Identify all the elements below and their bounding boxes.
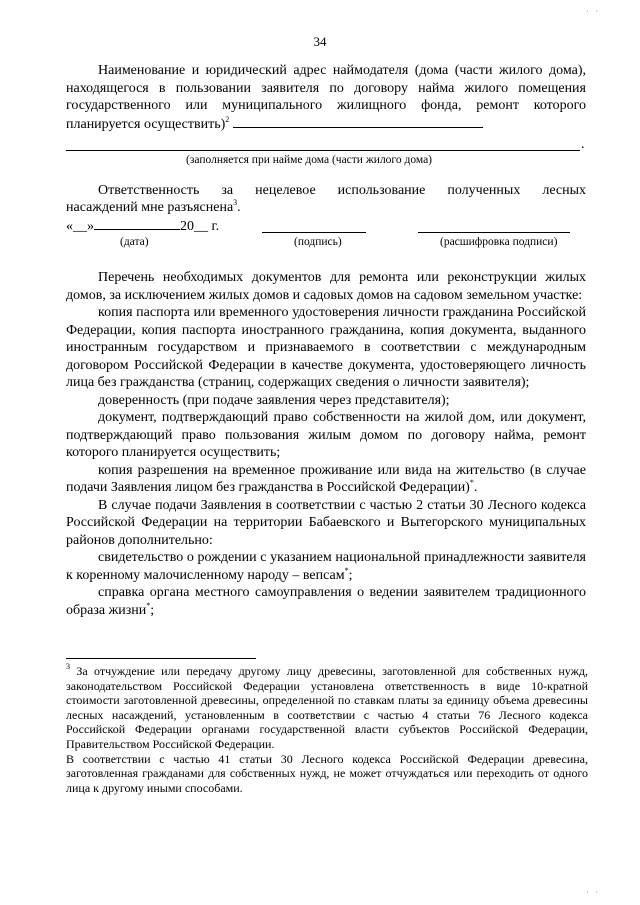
asterisk-ref: * bbox=[469, 478, 474, 487]
footnote-text-1: За отчуждение или передачу другому лицу древесины, заготовленной для собственных нужд, законодательством Российской Федерации установлена ответственность в виде 10-кратной стоимости заготовленной древесины, определенной по ставкам платы за единицу объема древесины лесных насаждений, установленным в соответствии с частью 4 статьи 76 Лесного кодекса Российской Федерации органами государственной власти субъектов Российской Федерации, Правительством Российской Федерации. bbox=[66, 664, 588, 751]
responsibility-line2: насаждений мне разъяснена$^3$. bbox=[66, 198, 241, 215]
document-item-birth-certificate bbox=[66, 549, 586, 584]
document-item-traditional-life bbox=[66, 584, 586, 619]
document-item-residence-permit bbox=[66, 462, 586, 497]
asterisk-ref: * bbox=[146, 600, 151, 610]
landlord-end-dot: . bbox=[581, 137, 585, 152]
document-item-power-of-attorney: доверенность (при подаче заявления через представителя); bbox=[98, 392, 450, 408]
landlord-blank-line[interactable] bbox=[66, 150, 580, 151]
documents-section bbox=[66, 269, 586, 619]
landlord-paragraph bbox=[66, 62, 586, 132]
footnote-paragraph-1 bbox=[66, 664, 588, 752]
documents-intro: Перечень необходимых документов для ремонта или реконструкции жилых домов, за исключением жилых домов и садовых домов на садовом земельном участке: bbox=[66, 270, 586, 303]
document-item-birth-certificate-text: свидетельство о рождении с указанием национальной принадлежности заявителя к коренному малочисленному народу – вепсам bbox=[66, 550, 586, 583]
scan-mark-bottom: · · bbox=[586, 887, 601, 897]
page-number: 34 bbox=[313, 34, 327, 49]
footnote-number: 3 bbox=[66, 662, 70, 671]
document-item-end: ; bbox=[150, 602, 155, 618]
footnote-paragraph-2: В соответствии с частью 41 статьи 30 Лесного кодекса Российской Федерации древесина, заготовленная гражданами для собственных нужд, не может отчуждаться или переходить от одного лица к другому иными способами. bbox=[66, 751, 588, 795]
signature-line[interactable] bbox=[262, 232, 366, 233]
footnote-separator bbox=[66, 658, 256, 659]
scan-mark-top: · · bbox=[586, 6, 601, 16]
document-item-end: . bbox=[473, 480, 478, 495]
footnote-3 bbox=[66, 664, 588, 795]
landlord-text: Наименование и юридический адрес наймодателя (дома (части жилого дома), находящегося в пользовании заявителя по договору найма жилого помещения государственного или муниципального жилищного фонда, ремонт которого планируется осуществить) bbox=[66, 63, 586, 132]
responsibility-line1: Ответственность за нецелевое использование полученных лесных bbox=[98, 183, 586, 198]
document-item-passport: копия паспорта или временного удостоверения личности гражданина Российской Федерации, копия паспорта иностранного гражданина, копия документа, выданного иностранным государством и признаваемого в соответствии с международным договором Российской Федерации в качестве документа, удостоверяющего личность лица без гражданства (страниц, содержащих сведения о личности заявителя); bbox=[66, 305, 586, 390]
footnote-ref-2: 2 bbox=[225, 114, 230, 124]
date-month-field[interactable] bbox=[94, 217, 180, 230]
landlord-blank[interactable] bbox=[233, 115, 483, 128]
footnote-ref-3: 3 bbox=[233, 198, 238, 207]
document-item-ownership: документ, подтверждающий право собственности на жилой дом, или документ, подтверждающий право пользования жилым домом по договору найма, ремонт которого планируется осуществить; bbox=[66, 410, 586, 460]
decode-signature-label: (расшифровка подписи) bbox=[440, 236, 558, 248]
date-label: (дата) bbox=[120, 236, 149, 248]
document-item-residence-permit-text: копия разрешения на временное проживание или вида на жительство (в случае подачи Заявления лицом без гражданства в Российской Федерации) bbox=[66, 462, 586, 495]
responsibility-text: насаждений мне разъяснена bbox=[66, 200, 234, 215]
decode-signature-line[interactable] bbox=[418, 232, 570, 233]
landlord-note: (заполняется при найме дома (части жилого дома) bbox=[186, 154, 432, 166]
document-additional-intro: В случае подачи Заявления в соответствии с частью 2 статьи 30 Лесного кодекса Российской Федерации на территории Бабаевского и Вытегорского муниципальных районов дополнительно: bbox=[66, 497, 586, 548]
date-day-field[interactable]: «__» bbox=[66, 219, 94, 234]
date-year-field[interactable]: 20__ г. bbox=[180, 219, 220, 234]
document-item-end: ; bbox=[348, 567, 353, 583]
signature-label: (подпись) bbox=[294, 236, 342, 248]
document-item-traditional-life-text: справка органа местного самоуправления о ведении заявителем традиционного образа жизни bbox=[66, 585, 586, 618]
asterisk-ref: * bbox=[344, 565, 349, 575]
